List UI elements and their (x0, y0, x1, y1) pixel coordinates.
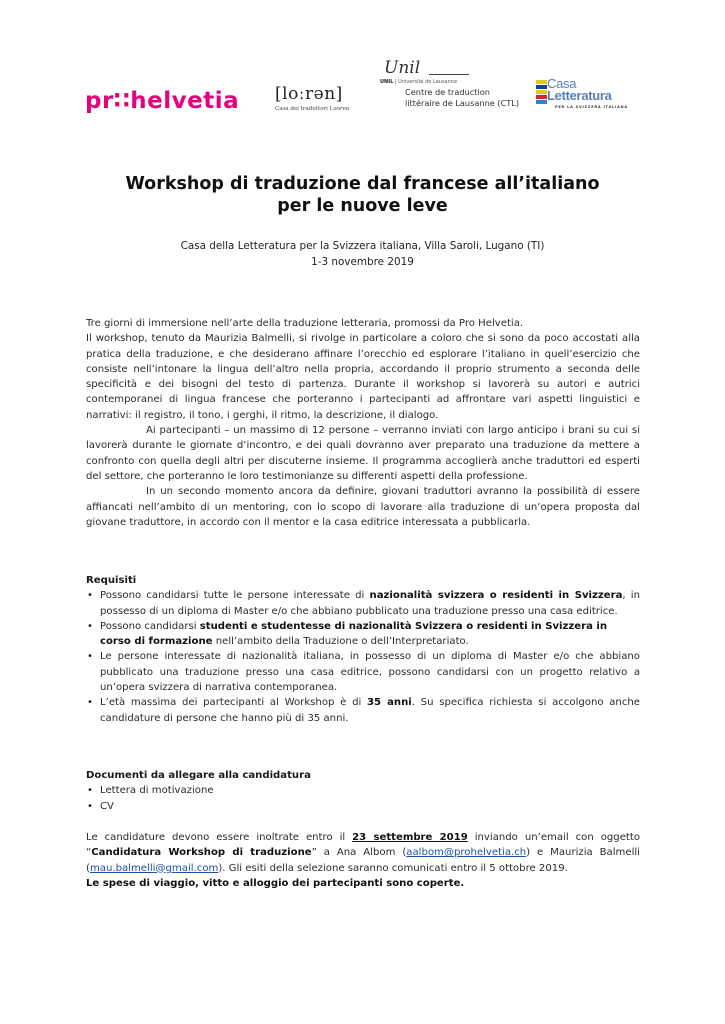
list-item: • Possono candidarsi studenti e studentesse di nazionalità Svizzera o residenti in Svizzera in corso di formazione nell’ambito della Traduzione o dell’Interpretariato. (86, 619, 640, 650)
dates: 1-3 novembre 2019 (311, 256, 414, 268)
looren-logo-subtitle: Casa dei traduttori Looren (275, 106, 350, 112)
application-instructions: Le candidature devono essere inoltrate entro il 23 settembre 2019 inviando un’email con oggetto “Candidatura Workshop di traduzione” a Ana Albom (aalbom@prohelvetia.ch) e Maurizia Balmelli (mau.balmelli@gmail.com). Gli esiti della selezione saranno comunicati entro il 5 ottobre 2019. (86, 832, 640, 874)
documenti-section (86, 768, 640, 814)
looren-logo-title: [loːrən] (275, 84, 343, 104)
intro-paragraph: Tre giorni di immersione nell’arte della traduzione letteraria, promossi da Pro Helvetia. (86, 318, 524, 329)
page-title: Workshop di traduzione dal francese all’italiano per le nuove leve (125, 174, 600, 216)
unil-university-line: UNIL | Université de Lausanne (380, 79, 458, 85)
letteratura-logo-text: Letteratura (547, 88, 612, 103)
email-link-albom[interactable]: aalbom@prohelvetia.ch (406, 847, 527, 859)
intro-paragraph: Il workshop, tenuto da Maurizia Balmelli, si rivolge in particolare a coloro che si sono da poco accostati alla pratica della traduzione, e che desiderano affinare l’orecchio ed esplorare l’italiano in quell’esercizio che consiste nell’intonare la lingua dell’altro nella propria, accordando il proprio strumento a seconda delle specificità e dei bisogni del testo di partenza. Durante il workshop si lavorerà su autori e autrici contemporanei di lingua francese che porteranno i partecipanti ad affrontare vari aspetti linguistici e narrativi: il registro, il tono, i gerghi, il ritmo, la descrizione, il dialogo. (86, 333, 640, 421)
casa-logo-text: Casa (547, 76, 577, 91)
casa-letteratura-logo (536, 78, 661, 118)
venue-and-dates (0, 238, 725, 270)
list-item: • Possono candidarsi tutte le persone interessate di nazionalità svizzera o residenti in Svizzera, in possesso di un diploma di Master e/o che abbiano pubblicato una traduzione presso una casa editrice. (86, 588, 640, 619)
email-subject: Candidatura Workshop di traduzione (91, 847, 312, 859)
casa-flag-icon (536, 80, 547, 106)
venue: Casa della Letteratura per la Svizzera italiana, Villa Saroli, Lugano (TI) (180, 240, 545, 252)
unil-script-mark: Unil (384, 58, 519, 78)
list-item: • L’età massima dei partecipanti al Workshop è di 35 anni. Su specifica richiesta si accolgono anche candidature di persone che hanno più di 35 anni. (86, 695, 640, 726)
casa-logo-subtitle: PER LA SVIZZERA ITALIANA (555, 105, 628, 109)
list-item: • Le persone interessate di nazionalità italiana, in possesso di un diploma di Master e/o che abbiano pubblicato una traduzione presso una casa editrice, possono candidarsi con un progetto relativo a un’opera svizzera di narrativa contemporanea. (86, 649, 640, 695)
prohelvetia-logo: pr∷helvetia (85, 88, 240, 114)
costs-note: Le spese di viaggio, vitto e alloggio dei partecipanti sono coperte. (86, 877, 465, 889)
email-link-balmelli[interactable]: mau.balmelli@gmail.com (89, 862, 219, 874)
list-item: • Lettera di motivazione (86, 783, 640, 798)
section-title: Requisiti (86, 575, 137, 586)
unil-ctl-logo (380, 58, 519, 109)
documenti-list (86, 783, 640, 814)
requisiti-section (86, 573, 640, 726)
closing-section (86, 830, 640, 891)
section-title: Documenti da allegare alla candidatura (86, 770, 311, 781)
intro-paragraph: In un secondo momento ancora da definire, giovani traduttori avranno la possibilità di essere affiancati nell’ambito di un mentoring, con lo scopo di lavorare alla traduzione di un’opera proposta dal giovane traduttore, in accordo con il mentor e la casa editrice interessata a pubblicarla. (86, 486, 640, 528)
intro-section (86, 316, 640, 530)
logo-header (0, 0, 725, 140)
intro-paragraph: Ai partecipanti – un massimo di 12 persone – verranno inviati con largo anticipo i brani su cui si lavorerà durante le giornate d’incontro, e dei quali dovranno aver preparato una traduzione da mettere a confronto con quella degli altri per discuterne insieme. Il programma accoglierà anche traduttori ed esperti del settore, che porteranno le loro testimonianze su differenti aspetti della professione. (86, 425, 640, 482)
list-item: • CV (86, 799, 640, 814)
looren-logo (275, 84, 349, 112)
ctl-name: Centre de traduction littéraire de Lausanne (CTL) (405, 87, 520, 108)
deadline: 23 settembre 2019 (352, 832, 468, 843)
requisiti-list (86, 588, 640, 726)
